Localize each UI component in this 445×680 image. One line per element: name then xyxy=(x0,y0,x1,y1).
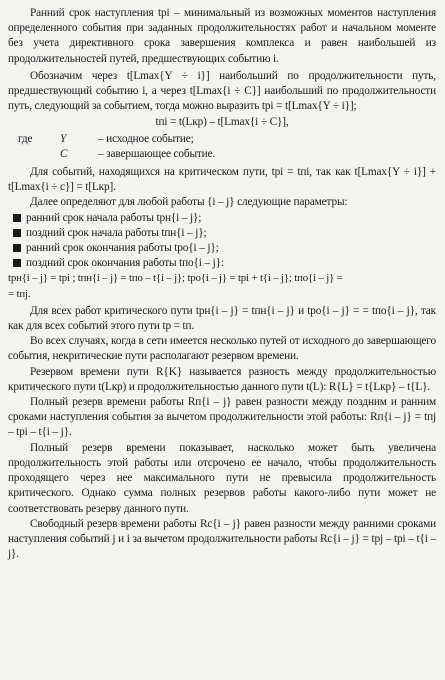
paragraph-free-float: Свободный резерв времени работы Rс{i – j} равен разности между ранними сроками наступления событий j и i за вычетом продолжительности работы Rс{i – j} = tрj – tрi – t{i – j}. xyxy=(8,517,436,561)
glossary-symbol: Y xyxy=(60,132,67,145)
notation-glossary xyxy=(8,132,436,162)
paragraph-total-float-meaning: Полный резерв времени показывает, насколько может быть увеличена продолжительность этой работы или отсрочено ее начало, чтобы продолжительность проходящего через нее максимального пути не превысила продолжительность критического. Однако сумма полных резервов работы какого-либо пути может не соответствовать резерву данного пути. xyxy=(8,441,436,515)
formula-work-parameters-continued: = tпj. xyxy=(8,287,31,300)
list-item xyxy=(26,241,436,256)
list-item xyxy=(26,256,436,271)
glossary-text: – завершающее событие. xyxy=(98,147,216,160)
paragraph-path-reserve: Резервом времени пути R{K} называется разность между продолжительностью критического пути t(Lкр) и продолжительностью данного пути t(L): R{L} = t{Lкр} – t{L}. xyxy=(8,365,436,393)
square-bullet-icon xyxy=(13,214,21,222)
list-item-text: поздний срок окончания работы tпо{i – j}: xyxy=(26,257,224,270)
formula-work-parameters: tрн{i – j} = tрi ; tпн{i – j} = tпо – t{i – j}; tро{i – j} = tрi + t{i – j}; tпо{i – j} = xyxy=(8,272,343,285)
list-item-text: поздний срок начала работы tпн{i – j}; xyxy=(26,226,207,239)
glossary-row xyxy=(8,132,436,147)
glossary-text: – исходное событие; xyxy=(98,132,194,145)
list-item xyxy=(26,226,436,241)
list-item-text: ранний срок окончания работы tро{i – j}; xyxy=(26,242,219,255)
formula-late-event-time: tпi = t(Lкр) – t[Lmax{i ÷ C}], xyxy=(155,116,289,129)
glossary-row xyxy=(8,147,436,162)
glossary-symbol: C xyxy=(60,147,68,160)
paragraph-noncritical-reserves: Во всех случаях, когда в сети имеется несколько путей от исходного до завершающего события, некритические пути располагают резервом времени. xyxy=(8,335,436,363)
paragraph-critical-path-works: Для всех работ критического пути tрн{i – j} = tпн{i – j} и tро{i – j} = = tпо{i – j}, так как для всех событий этого пути tр = tп. xyxy=(8,304,436,333)
square-bullet-icon xyxy=(13,244,21,252)
square-bullet-icon xyxy=(13,229,21,237)
paragraph-longest-path-notation: Обозначим через t[Lmax{Y ÷ i}] наибольший по продолжительности путь, предшествующий событию i, а через t[Lmax{i ÷ C}] наибольший по продолжительности путь, следующий за событием, тогда можно выразить tрi = t[Lmax{Y ÷ i}]; xyxy=(8,69,436,113)
glossary-key: где xyxy=(18,132,33,145)
paragraph-critical-path-events: Для событий, находящихся на критическом пути, tрi = tпi, так как t[Lmax{Y ÷ i}] + t[Lmax{i ÷ c}] = t[Lкр]. xyxy=(8,166,436,194)
square-bullet-icon xyxy=(13,259,21,267)
paragraph-work-parameters-intro: Далее определяют для любой работы {i – j} следующие параметры: xyxy=(30,196,348,209)
list-item-text: ранний срок начала работы tрн{i – j}; xyxy=(26,211,202,224)
list-item xyxy=(26,211,436,226)
paragraph-total-float: Полный резерв времени работы Rп{i – j} равен разности между поздним и ранним сроками наступления события за вычетом продолжительности этой работы: Rп{i – j} = tпj – tрi – t{i – j}. xyxy=(8,396,436,439)
glossary-key xyxy=(8,147,60,162)
paragraph-early-event-time: Ранний срок наступления tрi – минимальный из возможных моментов наступления определенного события при заданных продолжительностях работ и начальном моменте без учета директивного срока завершения комплекса и равен наибольшей из продолжительностей путей, предшествующих событию i. xyxy=(8,7,436,65)
work-parameters-list xyxy=(8,211,436,272)
